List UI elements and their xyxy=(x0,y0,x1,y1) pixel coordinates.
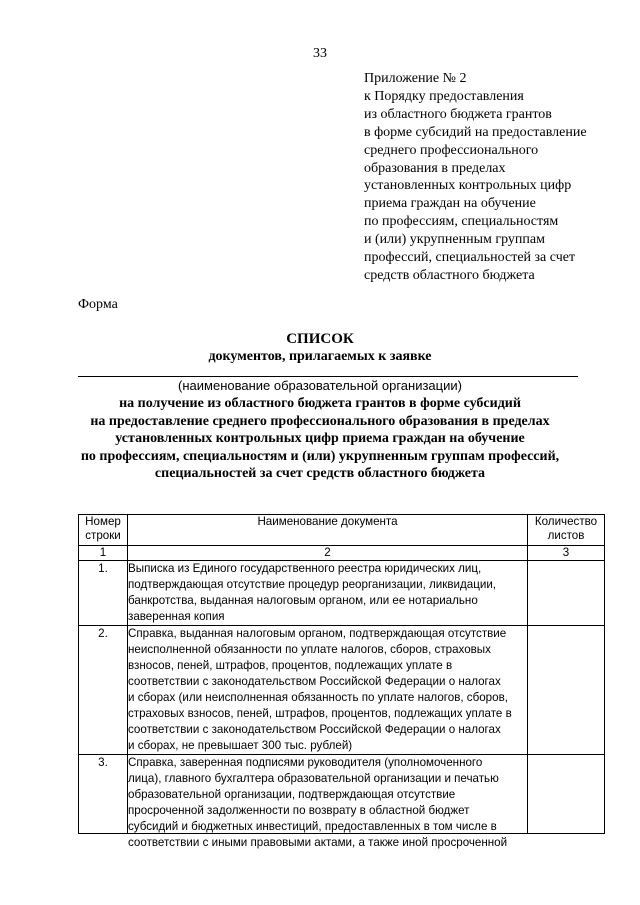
document-line: соответствии с законодательством Российской Федерации о налогах xyxy=(128,723,501,736)
document-line: заверенная копия xyxy=(128,610,225,623)
appendix-line: приема граждан на обучение xyxy=(364,196,536,212)
organization-caption: (наименование образовательной организации) xyxy=(178,378,462,393)
purpose-line: специальностей за счет средств областного бюджета xyxy=(154,466,486,481)
document-line: соответствии с иными правовыми актами, а также иной просроченной xyxy=(128,836,508,849)
table-row xyxy=(79,626,605,755)
table-row xyxy=(79,561,605,626)
document-line: неисполненной обязанности по уплате налогов, сборов, страховых xyxy=(128,643,491,656)
purpose-line: установленных контрольных цифр приема граждан на обучение xyxy=(115,431,525,446)
appendix-line: из областного бюджета грантов xyxy=(364,106,552,122)
document-line: и сборах, не превышает 300 тыс. рублей) xyxy=(128,739,353,752)
column-header-sheets: Количество листов xyxy=(528,515,605,546)
sheets-count-cell xyxy=(528,561,605,626)
purpose-line: на предоставление среднего профессионального образования в пределах xyxy=(90,413,550,429)
appendix-line: среднего профессионального xyxy=(364,142,539,158)
document-line: субсидий и бюджетных инвестиций, предоставленных в том числе в xyxy=(128,820,497,833)
appendix-line: в форме субсидий на предоставление xyxy=(364,124,587,140)
appendix-line: установленных контрольных цифр xyxy=(364,178,572,194)
document-line: просроченной задолженности по возврату в областной бюджет xyxy=(128,804,470,817)
appendix-line: профессий, специальностей за счет xyxy=(364,250,576,266)
row-number: 3. xyxy=(79,755,128,834)
document-title: СПИСОК xyxy=(286,331,354,347)
column-header-document: Наименование документа xyxy=(128,515,528,546)
document-line: Справка, заверенная подписями руководителя (уполномоченного xyxy=(128,756,483,769)
table-row xyxy=(79,755,605,834)
document-line: лица), главного бухгалтера образовательной организации и печатью xyxy=(128,772,499,785)
purpose-line: по профессиям, специальностям и (или) укрупненным группам профессий, xyxy=(80,448,560,464)
form-label: Форма xyxy=(78,297,118,312)
document-name-wrapper xyxy=(128,755,527,849)
document-line: страховых взносов, пеней, штрафов, процентов, подлежащих уплате в xyxy=(128,707,512,720)
page-number: 33 xyxy=(313,46,327,61)
documents-table xyxy=(78,514,605,849)
index-cell: 2 xyxy=(128,546,528,561)
document-subtitle: документов, прилагаемых к заявке xyxy=(208,349,432,364)
purpose-line: на получение из областного бюджета грантов в форме субсидий xyxy=(119,396,521,411)
document-name xyxy=(128,755,528,849)
document-line: и сборах (или неисполненная обязанность по уплате налогов, сборов, xyxy=(128,691,508,704)
document-line: банкротства, выданная налоговым органом, или ее нотариально xyxy=(128,594,478,607)
document-line: подтверждающая отсутствие процедур реорганизации, ликвидации, xyxy=(128,578,497,591)
document-line: взносов, пеней, штрафов, процентов, подлежащих уплате в xyxy=(128,659,453,672)
appendix-line: средств областного бюджета xyxy=(364,267,535,283)
appendix-line: к Порядку предоставления xyxy=(364,88,524,104)
sheets-count-cell xyxy=(528,755,605,834)
row-number: 1. xyxy=(79,561,128,626)
organization-name-line xyxy=(78,376,578,377)
document-line: образовательной организации, подтверждающая отсутствие xyxy=(128,788,456,801)
document-line: соответствии с законодательством Российской Федерации о налогах xyxy=(128,675,501,688)
document-line: Выписка из Единого государственного реестра юридических лиц, xyxy=(128,562,482,575)
appendix-header xyxy=(364,70,587,285)
document-name xyxy=(128,561,528,626)
appendix-line: по профессиям, специальностям xyxy=(364,214,559,230)
sheets-count-cell xyxy=(528,626,605,755)
row-number: 2. xyxy=(79,626,128,755)
index-cell: 3 xyxy=(528,546,605,561)
document-name xyxy=(128,626,528,755)
appendix-line: Приложение № 2 xyxy=(364,71,467,86)
document-line: Справка, выданная налоговым органом, подтверждающая отсутствие xyxy=(128,627,507,640)
column-header-number: Номер строки xyxy=(79,515,128,546)
table-index-row xyxy=(79,546,605,561)
appendix-line: и (или) укрупненным группам xyxy=(364,232,545,248)
purpose-text xyxy=(60,395,580,483)
table-header-row xyxy=(79,515,605,546)
index-cell: 1 xyxy=(79,546,128,561)
appendix-line: образования в пределах xyxy=(364,160,506,176)
